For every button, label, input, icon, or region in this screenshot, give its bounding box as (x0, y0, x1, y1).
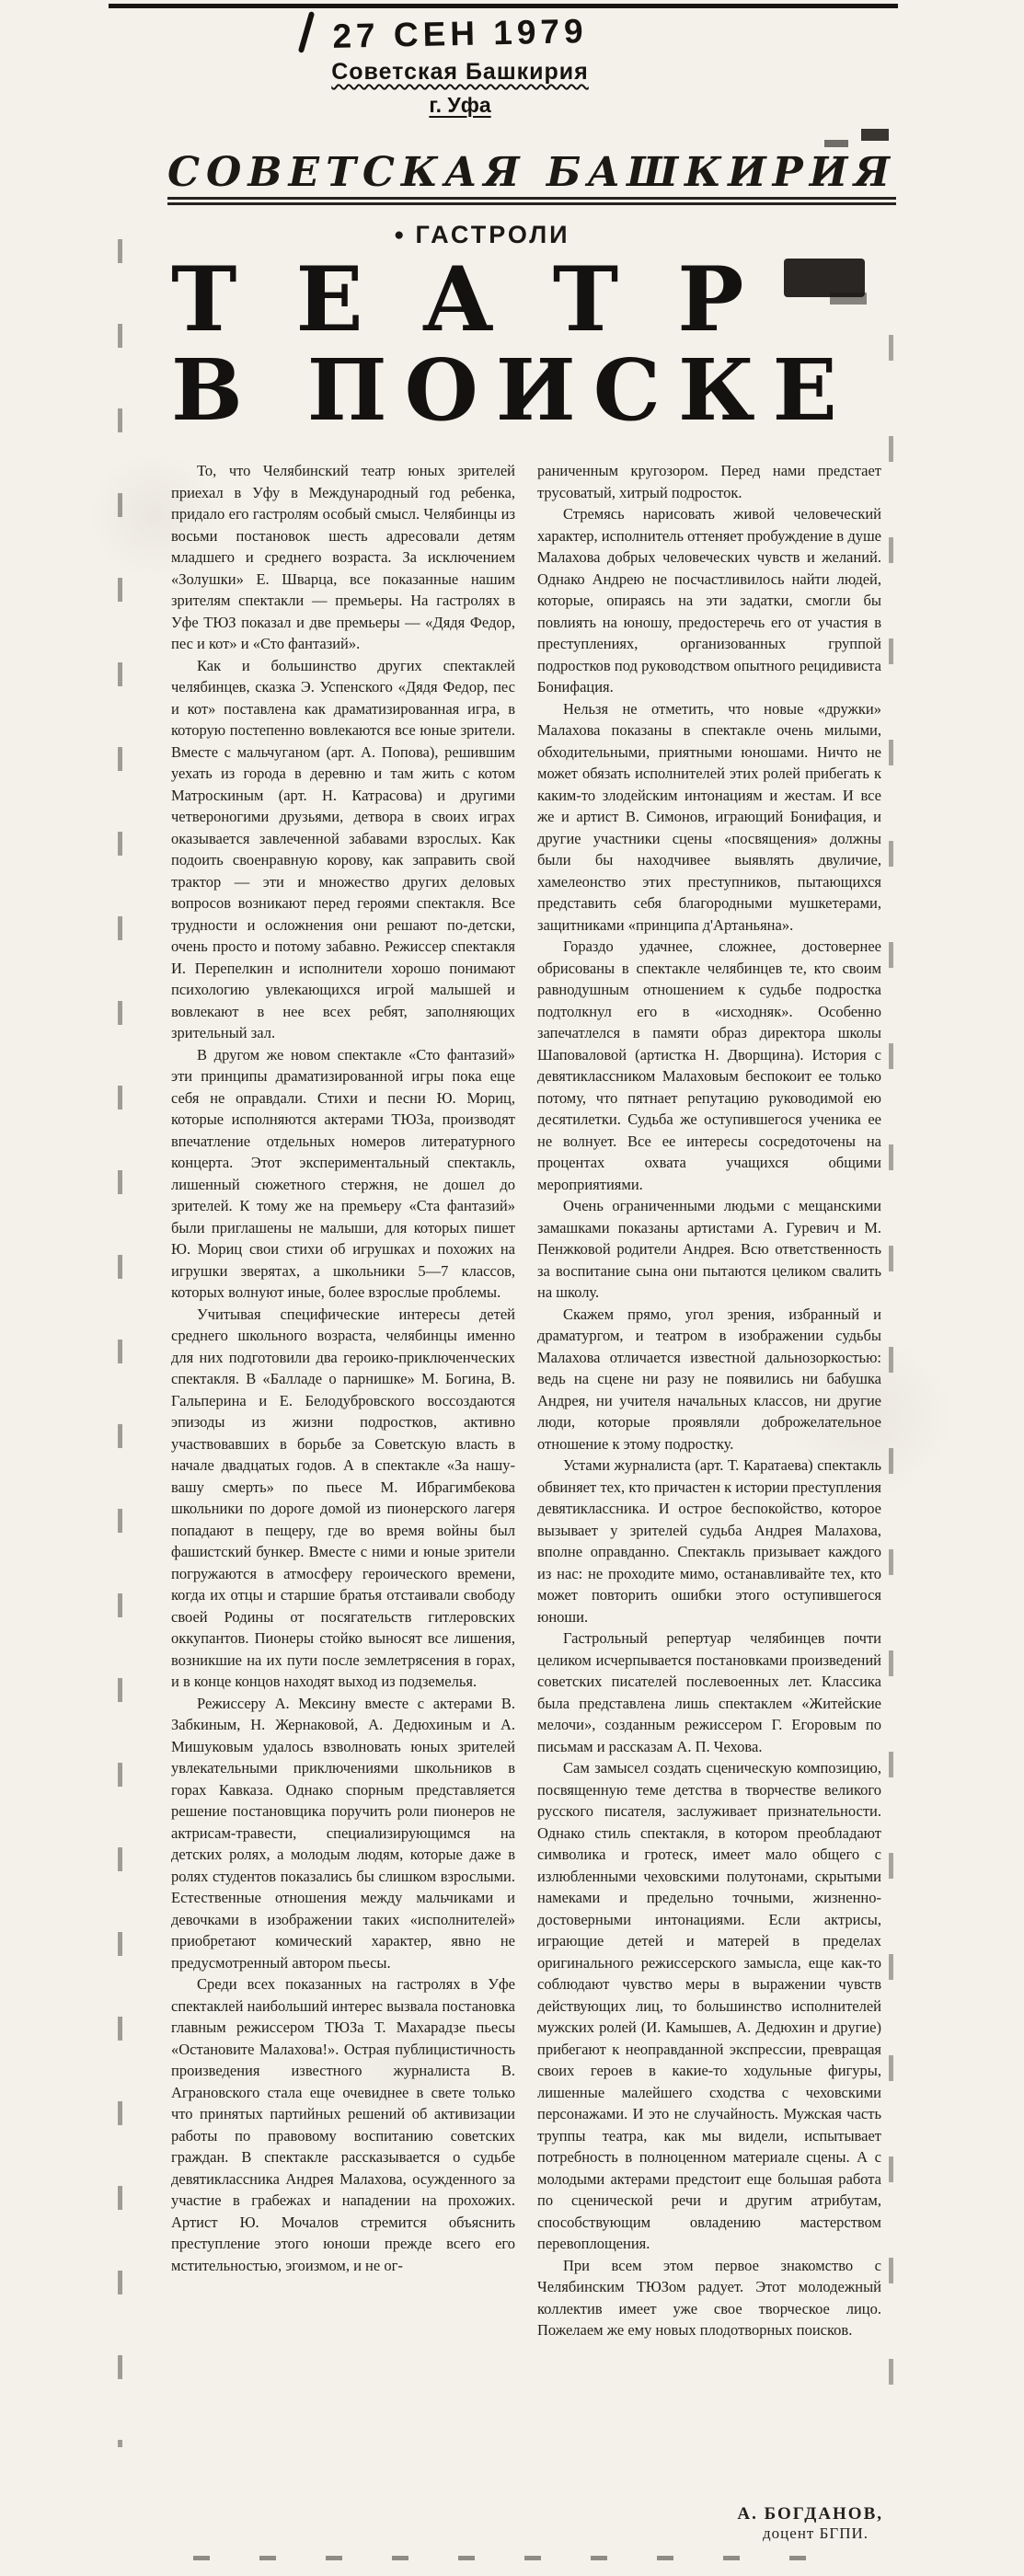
stamp-city: г. Уфа (429, 93, 491, 117)
article-paragraph: Гораздо удачнее, сложнее, достовернее обрисованы в спектакле челябинцев те, кто своим равнодушным отношением к судьбе подростка подтолкнул его в «исходняк». Особенно запечатлелся в памяти образ директора школы Шаповаловой (артистка Н. Дворщина). История с девятиклассником Малаховым беспокоит ее только потому, что пятнает репутацию руководимой ею десятилетки. Судьба же оступившегося ученика ее не волнует. Все ее интересы сосредоточены на процентах охвата учащихся общими мероприятиями. (537, 937, 881, 1193)
archive-stamp (276, 12, 644, 118)
stamp-source-title: Советская Башкирия (331, 59, 589, 85)
article-paragraph: Среди всех показанных на гастролях в Уфе спектаклей наибольший интерес вызвала постановка главным режиссером ТЮЗа Т. Махарадзе пьесы «Остановите Малахова!». Острая публицистичность произведения известного журналиста В. Аграновского стала еще очевиднее в свете только что принятых партийных решений об активизации работы по правовому воспитанию советских граждан. В спектакле рассказывается о судьбе девятиклассника Андрея Малахова, осужденного за участие в грабежах и нападении на прохожих. Артист Ю. Мочалов стремится объяснить преступление этого юноши прежде всего его мстительностью, эгоизмом, и не ог- (171, 1975, 515, 2274)
headline-line-2: В ПОИСКЕ (171, 339, 855, 440)
byline (580, 2504, 883, 2543)
article-paragraph: Гастрольный репертуар челябинцев почти целиком исчерпывается постановками произведений советских писателей послевоенных лет. Классика была представлена лишь спектаклем «Житейские мелочи», созданным режиссером Г. Егоровым по письмам и рассказам А. П. Чехова. (537, 1629, 881, 1755)
scan-artifact-bottom-edge (193, 2556, 837, 2560)
stamp-date: 27 СЕН 1979 (332, 12, 588, 55)
article-paragraph: Устами журналиста (арт. Т. Каратаева) спектакль обвиняет тех, кто причастен к истории преступления девятиклассника. И острое беспокойство, которое вызывает у зрителей судьба Андрея Малахова, вполне оправданно. Спектакль призывает каждого из нас: не проходите мимо, останавливайте тех, кто может повторить ошибки этого оступившегося юноши. (537, 1456, 881, 1626)
article-column-2 (537, 460, 881, 2493)
byline-author: А. БОГДАНОВ, (737, 2504, 883, 2524)
rubric (394, 221, 570, 249)
scan-artifact (861, 129, 889, 141)
article-paragraph: Нельзя не отметить, что новые «дружки» Малахова показаны в спектакле очень милыми, обходительными, приятными юношами. Ничто не может обязать исполнителей этих ролей прибегать к каким-то злодейским интонациям и жестам. И все же и артист В. Симонов, играющий Бонифация, и другие участники сцены «посвящения» должны были бы находчивее выявлять двуличие, хамелеонство этих преступников, пытающихся представить себя благородными мушкетерами, защитниками «принципа д'Артаньяна». (537, 699, 881, 934)
article-paragraph: В другом же новом спектакле «Сто фантазий» эти принципы драматизированной игры пока еще себя не оправдали. Стихи и песни Ю. Мориц, которые исполняются актерами ТЮЗа, производят впечатление отдельных номеров литературного концерта. Этот экспериментальный спектакль, лишенный сюжетного стержня, не дошел до зрителей. К тому же на премьеру «Ста фантазий» были приглашены не малыши, для которых пишет Ю. Мориц свои стихи об игрушках и похожих на игрушки зверятах, а школьники 5—7 классов, которых волнуют иные, более взрослые проблемы. (171, 1045, 515, 1301)
article-paragraph: Сам замысел создать сценическую композицию, посвященную теме детства в творчестве великого русского писателя, заслуживает признательности. Однако стиль спектакля, в котором преобладают символика и гротеск, имеет мало общего с излюбленными чеховскими полутонами, скрытыми намеками и предельно точными, жизненно-достоверными интонациями. Если актрисы, играющие детей и матерей в пределах оригинального режиссерского замысла, еще как-то соблюдают чувство меры в выражении чувств действующих лиц, то большинство исполнителей мужских ролей (И. Камышев, А. Дедюхин и другие) прибегают к неоправданной экспрессии, превращая своих героев в какие-то ходульные фигуры, лишенные малейшего сходства с чеховскими персонажами. И это не случайность. Мужская часть труппы театра, как мы видели, испытывает потребность в полноценном материале сцены. А с молодыми актерами предстоит еще большая работа по сценической речи и другим атрибутам, способствующим овладению мастерством перевоплощения. (537, 1759, 881, 2252)
rubric-label: ГАСТРОЛИ (415, 221, 570, 248)
masthead-title: СОВЕТСКАЯ БАШКИРИЯ (167, 153, 896, 205)
article-paragraph: Стремясь нарисовать живой человеческий характер, исполнитель оттеняет пробуждение в душе Малахова добрых человеческих чувств и желаний. Однако Андрею не посчастливилось найти людей, которые, опираясь на эти задатки, смогли бы повлиять на юношу, предостеречь его от участия в преступлениях, организованных группой подростков под руководством опытного рецидивиста Бонифация. (537, 505, 881, 696)
byline-title: доцент БГПИ. (763, 2524, 869, 2542)
scan-artifact-top-edge (109, 4, 898, 8)
article-column-1 (171, 460, 515, 2493)
article-paragraph: Как и большинство других спектаклей челябинцев, сказка Э. Успенского «Дядя Федор, пес и кот» поставлена как драматизированная игра, в которую постепенно вовлекаются все юные зрители. Вместе с мальчуганом (арт. А. Попова), решившим уехать из города в деревню и там жить с котом Матроскиным (арт. Н. Катрасова) и другими четвероногими друзьями, детвора в своих играх оказывается завлеченной забавами взрослых. Как подоить своенравную корову, как заправить свой трактор — эти и множество других деловых вопросов возникают перед героями спектакля. Все трудности и осложнения они решают по-детски, очень просто и потому забавно. Режиссер спектакля И. Перепелкин и исполнители хорошо понимают психологию увлекающихся игрой малышей и вовлекают в нее всех ребят, заполняющих зрительный зал. (171, 656, 515, 1041)
scan-artifact-left-edge (118, 239, 122, 2447)
article-paragraph: То, что Челябинский театр юных зрителей приехал в Уфу в Международный год ребенка, придало его гастролям особый смысл. Челябинцы из восьми постановок шесть адресовали детям младшего и среднего возраста. За исключением «Золушки» Е. Шварца, все показанные нашим зрителям спектакли — премьеры. На гастролях в Уфе ТЮЗ показал и две премьеры — «Дядя Федор, пес и кот» и «Сто фантазий». (171, 462, 515, 652)
article-paragraph: При всем этом первое знакомство с Челябинским ТЮЗом радует. Этот молодежный коллектив имеет уже свое творческое лицо. Пожелаем же ему новых плодотворных поисков. (537, 2256, 881, 2339)
article-body (171, 460, 881, 2493)
masthead (167, 149, 897, 205)
article-paragraph: Режиссеру А. Мексину вместе с актерами В. Забкиным, Н. Жернаковой, А. Дедюхиным и А. Мишуковым удалось взволновать юных зрителей увлекательными приключениями школьников в горах Кавказа. Однако спорным представляется решение постановщика поручить роли пионеров не актрисам-травести, специализирующимся на детских ролях, а молодым людям, которые даже в ролях студентов показались бы слишком взрослыми. Естественные отношения между мальчиками и девочками в изображении таких «исполнителей» приобретают комический характер, явно не предусмотренный автором пьесы. (171, 1694, 515, 1972)
article-paragraph: Скажем прямо, угол зрения, избранный и драматургом, и театром в изображении судьбы Малахова отличается известной дальнозоркостью: ведь на сцене ни разу не появились ни бабушка Андрея, ни учителя начальных классов, ни другие люди, которые проявляли доброжелательное отношение к этому подростку. (537, 1305, 881, 1453)
scan-artifact-right-edge (889, 304, 893, 2447)
article-paragraph: Очень ограниченными людьми с мещанскими замашками показаны артистами А. Гуревич и М. Пенжковой родители Андрея. Всю ответственность за воспитание сына они пытаются целиком свалить на школу. (537, 1197, 881, 1301)
bullet-icon: ● (394, 224, 408, 245)
scan-artifact (824, 140, 848, 147)
article-paragraph: Учитывая специфические интересы детей среднего школьного возраста, челябинцы именно для них подготовили два героико-приключенческих спектакля. В «Балладе о парнишке» М. Богина, В. Гальперина и Е. Белодубровского воссоздаются эпизоды из жизни подростков, активно участвовавших в борьбе за Советскую власть в начале двадцатых годов. А в спектакле «За нашу-вашу смерть» по пьесе М. Ибрагимбекова школьники по дороге домой из пионерского лагеря попадают в пещеру, где во время войны был фашистский бункер. Вместе с ними и юные зрители погружаются в атмосферу героического времени, когда их отцы и старшие братья отстаивали свободу своей Родины от посягательств гитлеровских оккупантов. Пионеры стойко выносят все лишения, возникшие на их пути после землетрясения в горах, и в конце концов находят выход из подземелья. (171, 1305, 515, 1690)
headline (171, 247, 898, 440)
article-paragraph: раниченным кругозором. Перед нами предстает трусоватый, хитрый подросток. (537, 462, 881, 501)
headline-line-1: ТЕАТР (171, 247, 803, 351)
